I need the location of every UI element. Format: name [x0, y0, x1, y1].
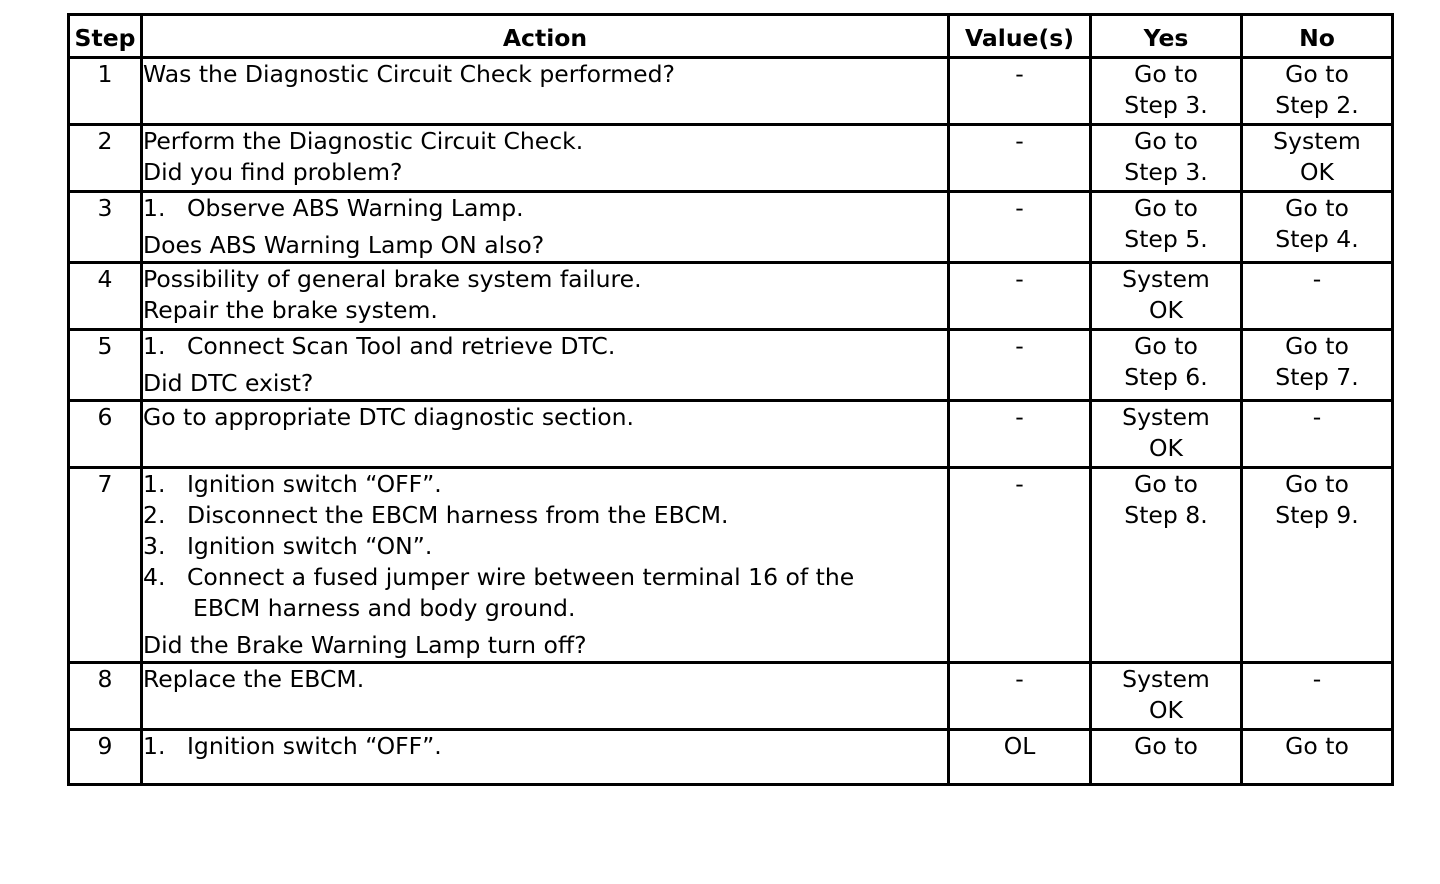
item-number: 4.	[143, 563, 166, 591]
no-line: OK	[1300, 158, 1334, 186]
yes-cell	[1091, 263, 1242, 330]
item-number: 1.	[143, 332, 166, 360]
step-number: 9	[69, 730, 142, 785]
table-row	[69, 401, 1393, 468]
table-row	[69, 330, 1393, 401]
table-row	[69, 58, 1393, 125]
item-text: Connect a fused jumper wire between terminal 16 of the	[187, 563, 855, 591]
item-continuation: EBCM harness and body ground.	[193, 594, 576, 622]
item-text: Connect Scan Tool and retrieve DTC.	[187, 332, 616, 360]
header-step: Step	[69, 15, 142, 58]
action-cell	[142, 330, 949, 401]
action-question: Did DTC exist?	[143, 369, 314, 397]
yes-cell	[1091, 468, 1242, 663]
step-number: 3	[69, 192, 142, 263]
yes-cell	[1091, 663, 1242, 730]
value-cell: -	[949, 263, 1091, 330]
action-cell	[142, 663, 949, 730]
no-cell	[1242, 468, 1393, 663]
step-number: 8	[69, 663, 142, 730]
yes-line: OK	[1149, 696, 1183, 724]
yes-line: Go to	[1134, 732, 1198, 760]
yes-cell	[1091, 192, 1242, 263]
action-cell	[142, 401, 949, 468]
header-values: Value(s)	[949, 15, 1091, 58]
header-action: Action	[142, 15, 949, 58]
step-number: 1	[69, 58, 142, 125]
action-cell	[142, 58, 949, 125]
no-cell	[1242, 192, 1393, 263]
table-row	[69, 663, 1393, 730]
item-text: Observe ABS Warning Lamp.	[187, 194, 524, 222]
action-line: Repair the brake system.	[143, 296, 438, 324]
yes-line: Step 6.	[1124, 363, 1208, 391]
no-cell	[1242, 125, 1393, 192]
yes-cell	[1091, 58, 1242, 125]
no-line: Go to	[1285, 60, 1349, 88]
no-line: Step 4.	[1275, 225, 1359, 253]
action-item	[143, 331, 947, 362]
step-number: 5	[69, 330, 142, 401]
action-item	[143, 500, 947, 531]
header-row	[69, 15, 1393, 58]
value-cell: OL	[949, 730, 1091, 785]
no-cell: -	[1242, 401, 1393, 468]
yes-line: Step 3.	[1124, 158, 1208, 186]
no-line: Go to	[1285, 732, 1349, 760]
action-cell	[142, 468, 949, 663]
value-cell: -	[949, 192, 1091, 263]
item-number: 2.	[143, 501, 166, 529]
item-number: 1.	[143, 732, 166, 760]
action-line: Possibility of general brake system failure.	[143, 265, 642, 293]
table-row	[69, 730, 1393, 785]
item-text: Ignition switch “OFF”.	[187, 470, 442, 498]
table-row	[69, 192, 1393, 263]
item-text: Disconnect the EBCM harness from the EBCM.	[187, 501, 729, 529]
no-cell	[1242, 330, 1393, 401]
value-cell: -	[949, 125, 1091, 192]
yes-line: System	[1122, 665, 1210, 693]
yes-line: Go to	[1134, 127, 1198, 155]
action-item	[143, 193, 947, 224]
value-cell: -	[949, 468, 1091, 663]
no-line: System	[1273, 127, 1361, 155]
yes-line: System	[1122, 265, 1210, 293]
item-text: Ignition switch “ON”.	[187, 532, 433, 560]
yes-line: OK	[1149, 296, 1183, 324]
table-row	[69, 263, 1393, 330]
action-item	[143, 531, 947, 562]
action-text: Replace the EBCM.	[143, 665, 365, 693]
yes-line: Go to	[1134, 332, 1198, 360]
action-cell	[142, 263, 949, 330]
no-line: Go to	[1285, 194, 1349, 222]
action-question: Did the Brake Warning Lamp turn off?	[143, 631, 587, 659]
action-item	[143, 469, 947, 500]
step-number: 7	[69, 468, 142, 663]
action-line: Perform the Diagnostic Circuit Check.	[143, 127, 584, 155]
yes-line: Go to	[1134, 470, 1198, 498]
yes-cell	[1091, 125, 1242, 192]
no-line: Go to	[1285, 332, 1349, 360]
no-cell	[1242, 730, 1393, 785]
value-cell: -	[949, 58, 1091, 125]
item-number: 3.	[143, 532, 166, 560]
action-item	[143, 731, 947, 762]
no-line: Step 9.	[1275, 501, 1359, 529]
no-line: Go to	[1285, 470, 1349, 498]
yes-line: Go to	[1134, 194, 1198, 222]
item-number: 1.	[143, 194, 166, 222]
item-number: 1.	[143, 470, 166, 498]
yes-line: Step 8.	[1124, 501, 1208, 529]
yes-line: Go to	[1134, 60, 1198, 88]
header-no: No	[1242, 15, 1393, 58]
value-cell: -	[949, 330, 1091, 401]
no-line: Step 7.	[1275, 363, 1359, 391]
table-row	[69, 468, 1393, 663]
action-line: Did you find problem?	[143, 158, 403, 186]
yes-line: Step 3.	[1124, 91, 1208, 119]
step-number: 4	[69, 263, 142, 330]
yes-cell	[1091, 330, 1242, 401]
yes-line: Step 5.	[1124, 225, 1208, 253]
step-number: 6	[69, 401, 142, 468]
action-question: Does ABS Warning Lamp ON also?	[143, 231, 545, 259]
action-cell	[142, 730, 949, 785]
no-cell: -	[1242, 263, 1393, 330]
value-cell: -	[949, 663, 1091, 730]
no-cell	[1242, 58, 1393, 125]
action-item	[143, 562, 947, 593]
action-text: Was the Diagnostic Circuit Check performed?	[143, 60, 676, 88]
action-cell	[142, 192, 949, 263]
action-cell	[142, 125, 949, 192]
diagnostic-table	[67, 13, 1394, 786]
table-row	[69, 125, 1393, 192]
no-line: Step 2.	[1275, 91, 1359, 119]
yes-line: OK	[1149, 434, 1183, 462]
no-cell: -	[1242, 663, 1393, 730]
action-text: Go to appropriate DTC diagnostic section.	[143, 403, 634, 431]
item-text: Ignition switch “OFF”.	[187, 732, 442, 760]
step-number: 2	[69, 125, 142, 192]
yes-cell	[1091, 730, 1242, 785]
value-cell: -	[949, 401, 1091, 468]
header-yes: Yes	[1091, 15, 1242, 58]
yes-cell	[1091, 401, 1242, 468]
yes-line: System	[1122, 403, 1210, 431]
